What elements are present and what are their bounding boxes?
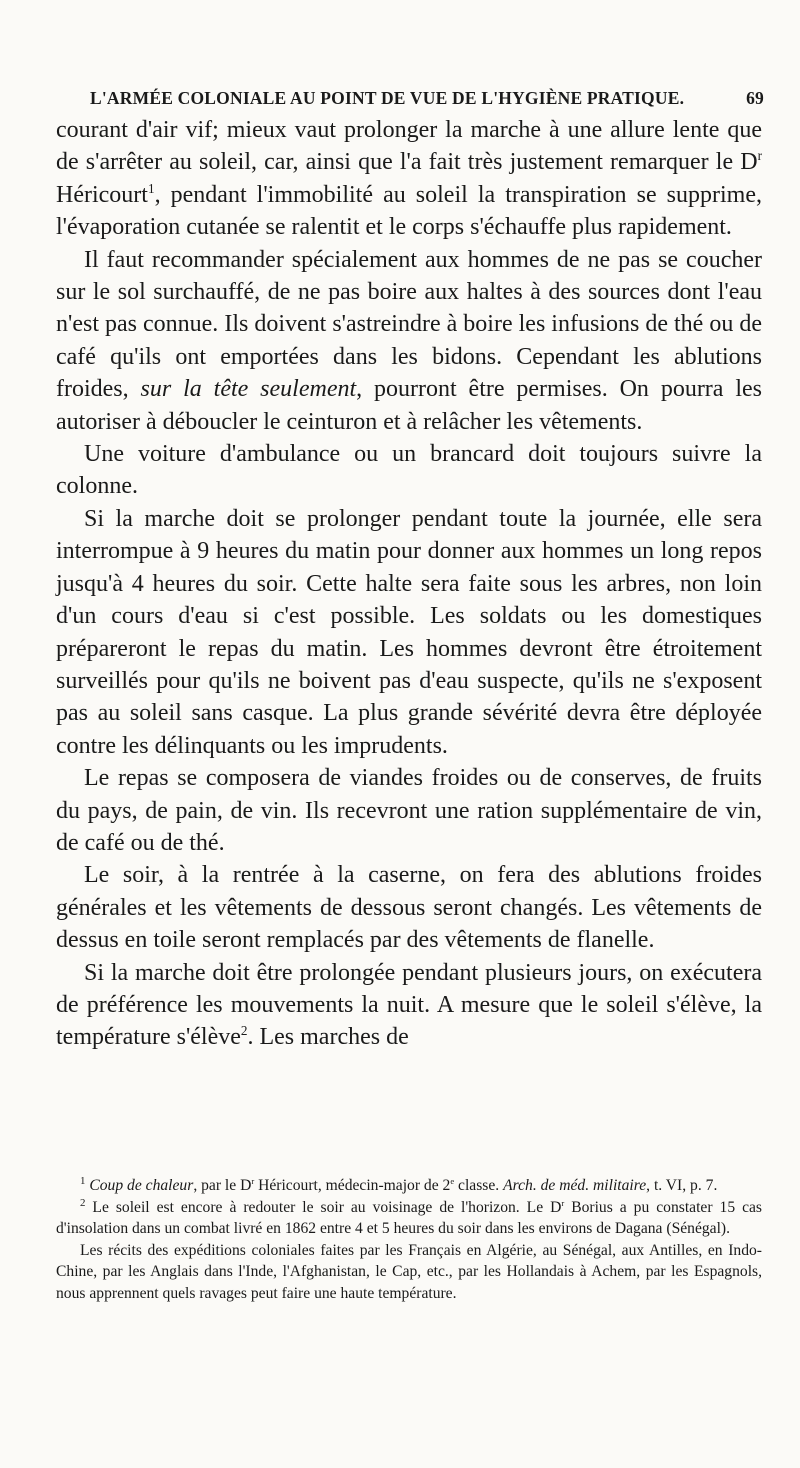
main-text [56, 114, 762, 1054]
text-span: Si la marche doit être prolongée pendant plusieurs jours, on exécutera de préférence les mouvements la nuit. A mesure que le soleil s'élève, la température s'élève [56, 959, 762, 1051]
text-span: . Les marches de [247, 1024, 409, 1051]
text-span: Il faut recommander spécialement aux hommes de ne pas se coucher sur le sol surchauffé, de ne pas boire aux haltes à des sources dont l'eau n'est pas connue. Ils doivent s'astreindre à boire les infusions de thé ou de café qu'ils ont emportées dans les bidons. Cependant les ablutions froides, [56, 246, 762, 403]
text-span: Le soleil est encore à redouter le soir au voisinage de l'horizon. Le D [85, 1198, 562, 1216]
superscript: r [561, 1197, 565, 1208]
page-number: 69 [746, 88, 764, 108]
superscript: e [450, 1175, 455, 1186]
text-span: , t. VI, p. 7. [646, 1177, 718, 1194]
superscript: r [757, 148, 762, 164]
running-head [90, 88, 764, 109]
text-span: , par le D [193, 1177, 252, 1194]
text-span: courant d'air vif; mieux vaut prolonger la marche à une allure lente que de s'arrêter au soleil, car, ainsi que l'a fait très justement remarquer le D [56, 117, 762, 176]
footnote-number: 2 [80, 1196, 86, 1209]
emphasis: Coup de chaleur [89, 1177, 194, 1194]
emphasis: Arch. de méd. militaire [503, 1177, 647, 1194]
paragraph-1 [56, 114, 762, 244]
text-span: Héricourt, médecin-major de 2 [254, 1177, 451, 1194]
footnote-3: Les récits des expéditions coloniales faites par les Français en Algérie, au Sénégal, aux Antilles, en Indo-Chine, par les Anglais dans l'Inde, l'Afghanistan, le Cap, etc., par les Hollandais à Achem, par les Espagnols, nous apprennent quels ravages peut faire une haute température. [56, 1241, 762, 1302]
paragraph-7 [56, 957, 762, 1054]
text-span: Borius a pu constater 15 cas d'insolation dans un combat livré en 1862 entre 4 et 5 heures du soir dans les environs de Dagana (Sénégal). [56, 1198, 762, 1238]
paragraph-6: Le soir, à la rentrée à la caserne, on fera des ablutions froides générales et les vêtements de dessous seront changés. Les vêtements de dessus en toile seront remplacés par des vêtements de flanelle. [56, 862, 762, 954]
paragraph-4: Si la marche doit se prolonger pendant toute la journée, elle sera interrompue à 9 heures du matin pour donner aux hommes un long repos jusqu'à 4 heures du soir. Cette halte sera faite sous les arbres, non loin d'un cours d'eau si c'est possible. Les soldats ou les domestiques prépareront le repas du matin. Les hommes devront être étroitement surveillés pour qu'ils ne boivent pas d'eau suspecte, qu'ils ne s'exposent pas au soleil sans casque. La plus grande sévérité devra être déployée contre les délinquants ou les imprudents. [56, 505, 762, 759]
paragraph-5: Le repas se composera de viandes froides ou de conserves, de fruits du pays, de pain, de vin. Ils recevront une ration supplémentaire de vin, de café ou de thé. [56, 765, 762, 856]
footnote-1 [56, 1175, 762, 1197]
footnote-ref-1: 1 [147, 180, 155, 196]
footnote-2 [56, 1197, 762, 1240]
superscript: r [251, 1175, 255, 1186]
text-span: Héricourt [56, 181, 148, 208]
footnote-ref-2: 2 [240, 1023, 248, 1039]
text-span: classe. [454, 1177, 504, 1194]
footnotes [56, 1175, 762, 1305]
emphasis: sur la tête seulement [140, 376, 357, 403]
paragraph-2 [56, 244, 762, 438]
paragraph-3: Une voiture d'ambulance ou un brancard doit toujours suivre la colonne. [56, 441, 762, 500]
text-span: , pendant l'immobilité au soleil la transpiration se supprime, l'évaporation cutanée se ralentit et le corps s'échauffe plus rapidement. [56, 181, 762, 241]
footnote-number: 1 [80, 1174, 86, 1187]
running-title: L'ARMÉE COLONIALE AU POINT DE VUE DE L'HYGIÈNE PRATIQUE. [90, 88, 685, 108]
text-span: , pourront être permises. On pourra les autoriser à déboucler le ceinturon et à relâcher les vêtements. [56, 376, 762, 435]
